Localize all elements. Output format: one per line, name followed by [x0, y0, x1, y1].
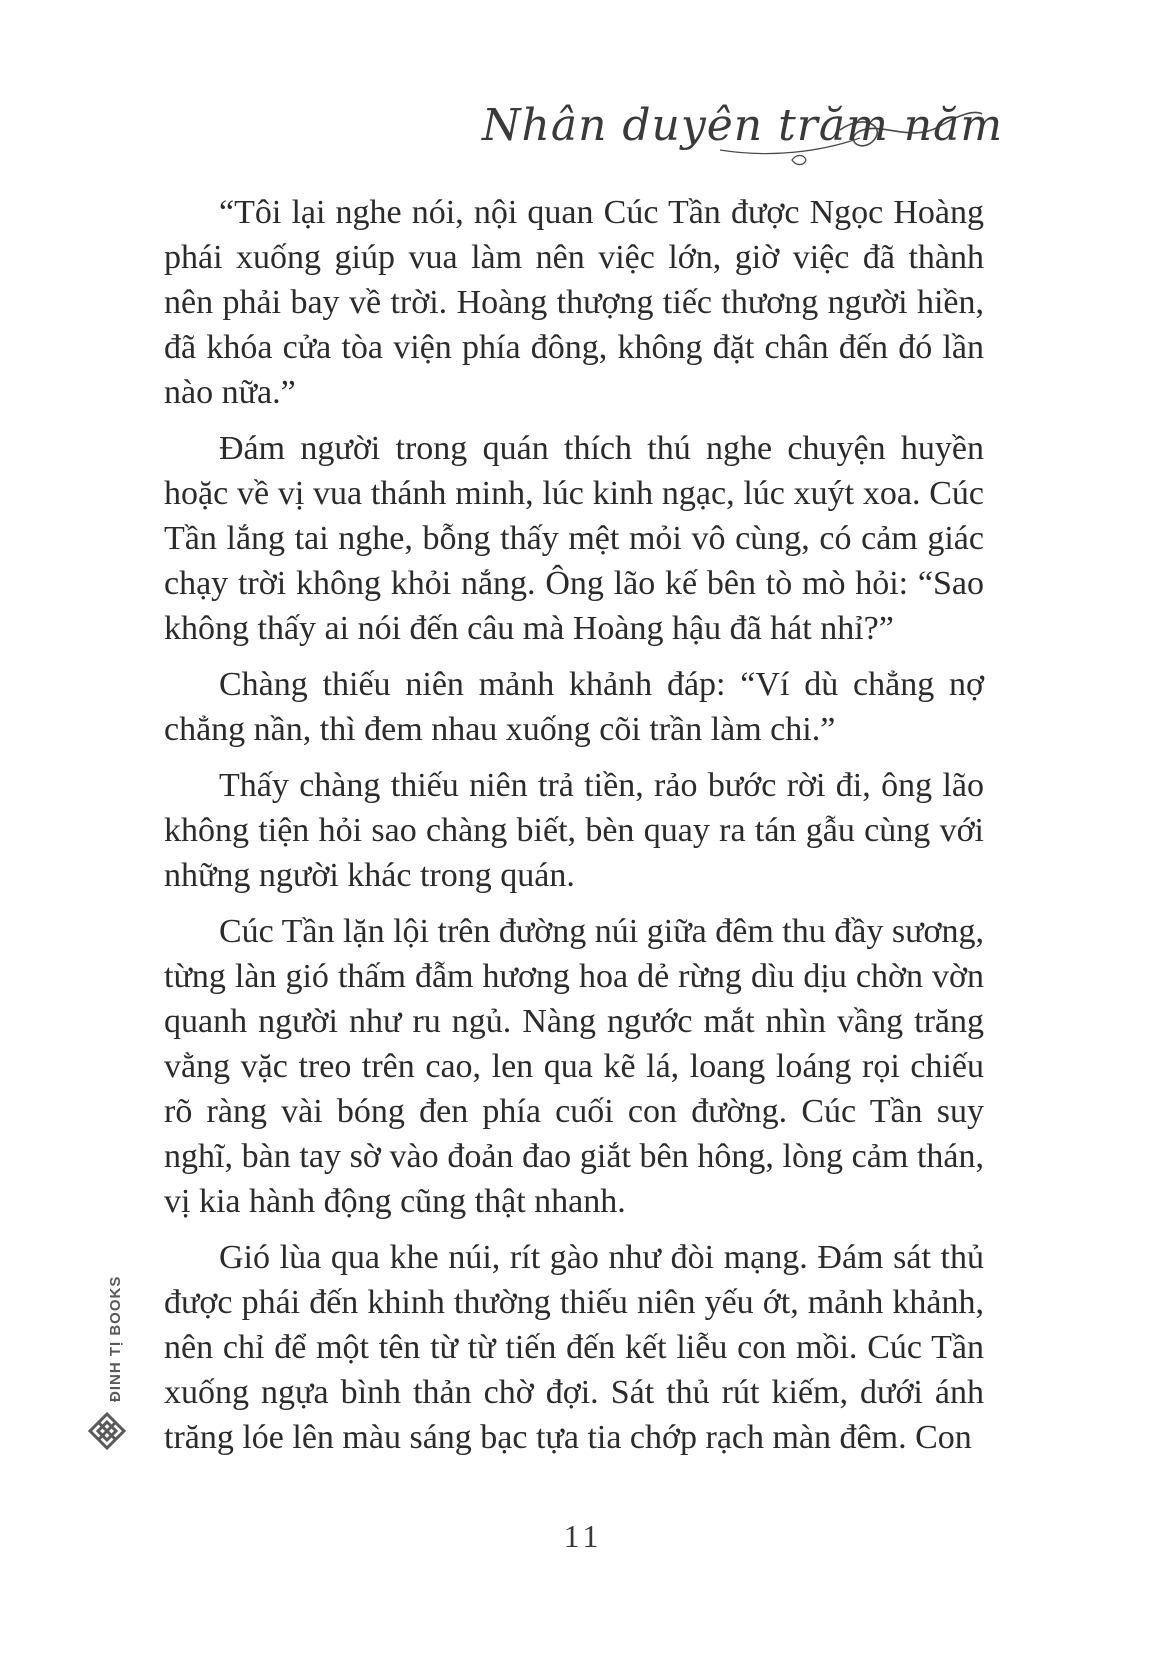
publisher-mark: [86, 1275, 126, 1460]
body-text: [164, 190, 984, 1471]
running-header: [470, 92, 1004, 182]
paragraph: Gió lùa qua khe núi, rít gào như đòi mạng. Đám sát thủ được phái đến khinh thường thiếu niên yếu ớt, mảnh khảnh, nên chỉ để một tên từ từ tiến đến kết liễu con mồi. Cúc Tần xuống ngựa bình thản chờ đợi. Sát thủ rút kiếm, dưới ánh trăng lóe lên màu sáng bạc tựa tia chớp rạch màn đêm. Con: [164, 1239, 984, 1456]
running-header-title: Nhân duyên trăm năm: [482, 100, 1004, 151]
paragraph: Chàng thiếu niên mảnh khảnh đáp: “Ví dù chẳng nợ chẳng nần, thì đem nhau xuống cõi trần làm chi.”: [164, 666, 984, 748]
diamond-knot-logo-icon: [88, 1412, 126, 1450]
paragraph: Đám người trong quán thích thú nghe chuyện huyền hoặc về vị vua thánh minh, lúc kinh ngạc, lúc xuýt xoa. Cúc Tần lắng tai nghe, bỗng thấy mệt mỏi vô cùng, có cảm giác chạy trời không khỏi nắng. Ông lão kế bên tò mò hỏi: “Sao không thấy ai nói đến câu mà Hoàng hậu đã hát nhỉ?”: [164, 430, 984, 647]
paragraph: Cúc Tần lặn lội trên đường núi giữa đêm thu đầy sương, từng làn gió thấm đẫm hương hoa dẻ rừng dìu dịu chờn vờn quanh người như ru ngủ. Nàng ngước mắt nhìn vầng trăng vằng vặc treo trên cao, len qua kẽ lá, loang loáng rọi chiếu rõ ràng vài bóng đen phía cuối con đường. Cúc Tần suy nghĩ, bàn tay sờ vào đoản đao giắt bên hông, lòng cảm thán, vị kia hành động cũng thật nhanh.: [164, 913, 984, 1220]
page-number: 11: [563, 1518, 603, 1554]
paragraph: Thấy chàng thiếu niên trả tiền, rảo bước rời đi, ông lão không tiện hỏi sao chàng biết, bèn quay ra tán gẫu cùng với những người khác trong quán.: [164, 767, 984, 894]
paragraph: “Tôi lại nghe nói, nội quan Cúc Tần được Ngọc Hoàng phái xuống giúp vua làm nên việc lớn, giờ việc đã thành nên phải bay về trời. Hoàng thượng tiếc thương người hiền, đã khóa cửa tòa viện phía đông, không đặt chân đến đó lần nào nữa.”: [164, 194, 984, 411]
publisher-name: ĐINH TỊ BOOKS: [107, 1275, 124, 1402]
